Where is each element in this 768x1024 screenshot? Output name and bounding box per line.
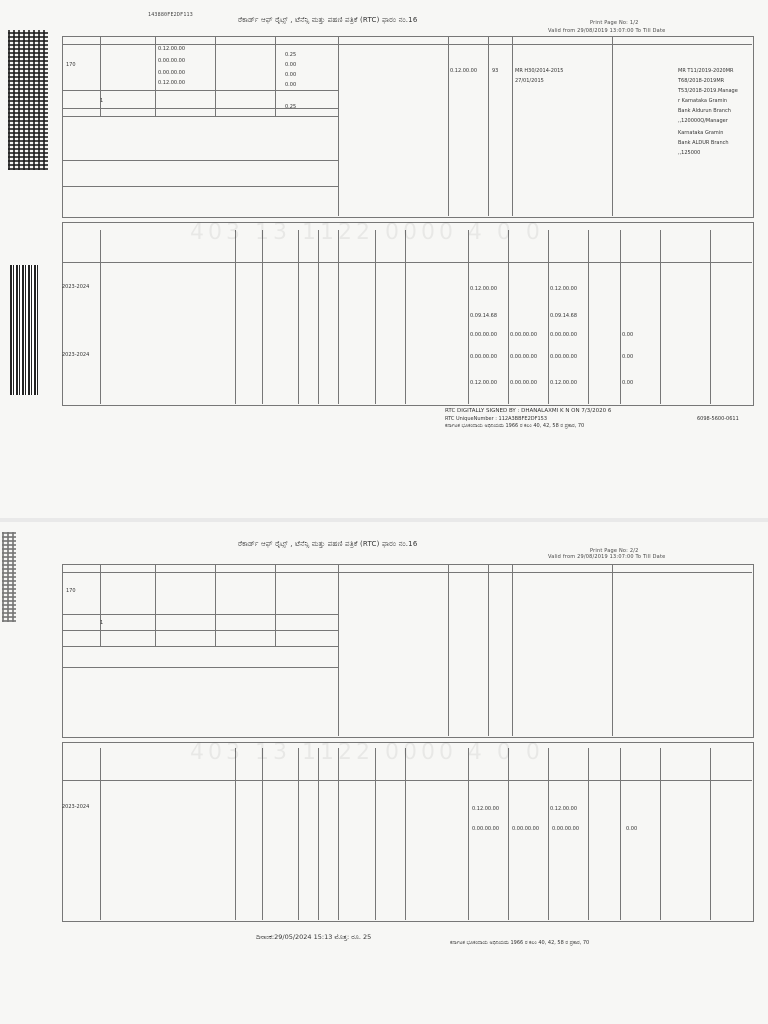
crop-row-1-col12: 0.12.00.00: [550, 286, 578, 292]
area-value-2: 0.00.00.00: [158, 58, 186, 64]
barcode-number: 143880FE2DF113: [148, 12, 193, 18]
column-2-value: 1: [100, 620, 104, 626]
crop-row-4-col12: 0.00.00.00: [550, 354, 578, 360]
liability-4: r Karnataka Gramin: [678, 98, 728, 104]
crop-row-5-col11: 0.00.00.00: [510, 380, 538, 386]
kharab-total: 0.25: [285, 104, 297, 110]
crop-row-4-col11: 0.00.00.00: [510, 354, 538, 360]
valid-from: Valid from 29/08/2019 13:07:00 To Till Date: [548, 554, 666, 560]
liability-7: Karnataka Gramin: [678, 130, 724, 136]
liability-1: MR T11/2019-2020MR: [678, 68, 734, 74]
page-title: ರೆಕಾರ್ಡ್ ಆಫ್ ರೈಟ್ಸ್ , ಟೆನೆನ್ಸಿ ಮತ್ತು ಪಹಣಿ ಪತ್ರಿಕೆ (RTC) ಫಾರಂ ನಂ.16: [238, 16, 418, 24]
crop-row-3-col12: 0.00.00.00: [550, 332, 578, 338]
land-details-table: [62, 564, 754, 738]
crop-row-2-col14: 0.00: [626, 826, 638, 832]
crop-row-5-col12: 0.12.00.00: [550, 380, 578, 386]
kharab-value-3: 0.00: [285, 72, 297, 78]
owner-column: 93: [492, 68, 499, 74]
area-value-1: 0.12.00.00: [158, 46, 186, 52]
issue-date-and-fee: ದಿನಾಂಕ:29/05/2024 15:13 ಮೊತ್ತ: ರೂ. 25: [256, 933, 372, 941]
page-1-watermark: 403 13 1122 0000 4 0 0: [190, 220, 544, 245]
crop-row-2-col12: 0.00.00.00: [552, 826, 580, 832]
barcode-image: [10, 265, 38, 395]
area-value-4: 0.12.00.00: [158, 80, 186, 86]
crop-row-4-year: 2023-2024: [62, 352, 90, 358]
valid-from: Valid from 29/08/2019 13:07:00 To Till Date: [548, 28, 666, 34]
page-title: ರೆಕಾರ್ಡ್ ಆಫ್ ರೈಟ್ಸ್ , ಟೆನೆನ್ಸಿ ಮತ್ತು ಪಹಣಿ ಪತ್ರಿಕೆ (RTC) ಫಾರಂ ನಂ.16: [238, 540, 418, 548]
crop-row-2-col12: 0.09.14.68: [550, 313, 578, 319]
act-section-note: ಕರ್ನಾಟಕ ಭೂಕಂದಾಯ ಅಧಿನಿಯಮ 1966 ರ ಕಲಂ 40, 42, 58 ರ ಪ್ರಕಾರ, 70: [450, 940, 590, 946]
column-2-value: 1: [100, 98, 104, 104]
liability-6: ,,120000Q/Manager: [678, 118, 728, 124]
kharab-value-1: 0.25: [285, 52, 297, 58]
crop-row-2-col11: 0.00.00.00: [512, 826, 540, 832]
mutation-date: 27/01/2015: [515, 78, 544, 84]
liability-3: T53/2018-2019.Manage: [678, 88, 738, 94]
liability-2: T68/2018-2019MR: [678, 78, 725, 84]
crop-row-2-col10: 0.00.00.00: [472, 826, 500, 832]
crop-details-table: [62, 742, 754, 922]
area-value-3: 0.00.00.00: [158, 70, 186, 76]
page-2-watermark: 403 13 1122 0000 4 0 0: [190, 740, 544, 765]
verification-code: 6098-5600-0611: [697, 416, 739, 422]
kharab-value-4: 0.00: [285, 82, 297, 88]
mutation-reference: MR H30/2014-2015: [515, 68, 564, 74]
qr-code-fragment: [2, 532, 16, 622]
survey-number: 170: [66, 62, 76, 68]
crop-row-1-year: 2023-2024: [62, 804, 90, 810]
crop-row-1-col10: 0.12.00.00: [472, 806, 500, 812]
qr-code-image: [8, 30, 48, 170]
crop-row-1-col10: 0.12.00.00: [470, 286, 498, 292]
survey-number: 170: [66, 588, 76, 594]
print-page-number: Print Page No: 2/2: [590, 548, 639, 554]
print-page-number: Print Page No: 1/2: [590, 20, 639, 26]
crop-row-4-col10: 0.00.00.00: [470, 354, 498, 360]
crop-row-1-year: 2023-2024: [62, 284, 90, 290]
kharab-value-2: 0.00: [285, 62, 297, 68]
crop-row-3-col11: 0.00.00.00: [510, 332, 538, 338]
crop-row-5-col10: 0.12.00.00: [470, 380, 498, 386]
owner-area: 0.12.00.00: [450, 68, 478, 74]
rtc-unique-number: RTC UniqueNumber : 112A3BBFE2DF153: [445, 416, 548, 422]
crop-row-2-col10: 0.09.14.68: [470, 313, 498, 319]
crop-row-1-col12: 0.12.00.00: [550, 806, 578, 812]
crop-row-3-col10: 0.00.00.00: [470, 332, 498, 338]
act-section-note: ಕರ್ನಾಟಕ ಭೂಕಂದಾಯ ಅಧಿನಿಯಮ 1966 ರ ಕಲಂ 40, 42, 58 ರ ಪ್ರಕಾರ, 70: [445, 423, 585, 429]
crop-row-4-col14: 0.00: [622, 354, 634, 360]
crop-details-table: [62, 222, 754, 406]
digital-signature: RTC DIGITALLY SIGNED BY : DHANALAXMI K N ON 7/3/2020 6: [445, 408, 612, 414]
crop-row-5-col14: 0.00: [622, 380, 634, 386]
liability-5: Bank Aldurun Branch: [678, 108, 731, 114]
liability-9: ,,125000: [678, 150, 701, 156]
liability-8: Bank ALDUR Branch: [678, 140, 729, 146]
rtc-page-2: [0, 522, 768, 1024]
crop-row-3-col14: 0.00: [622, 332, 634, 338]
